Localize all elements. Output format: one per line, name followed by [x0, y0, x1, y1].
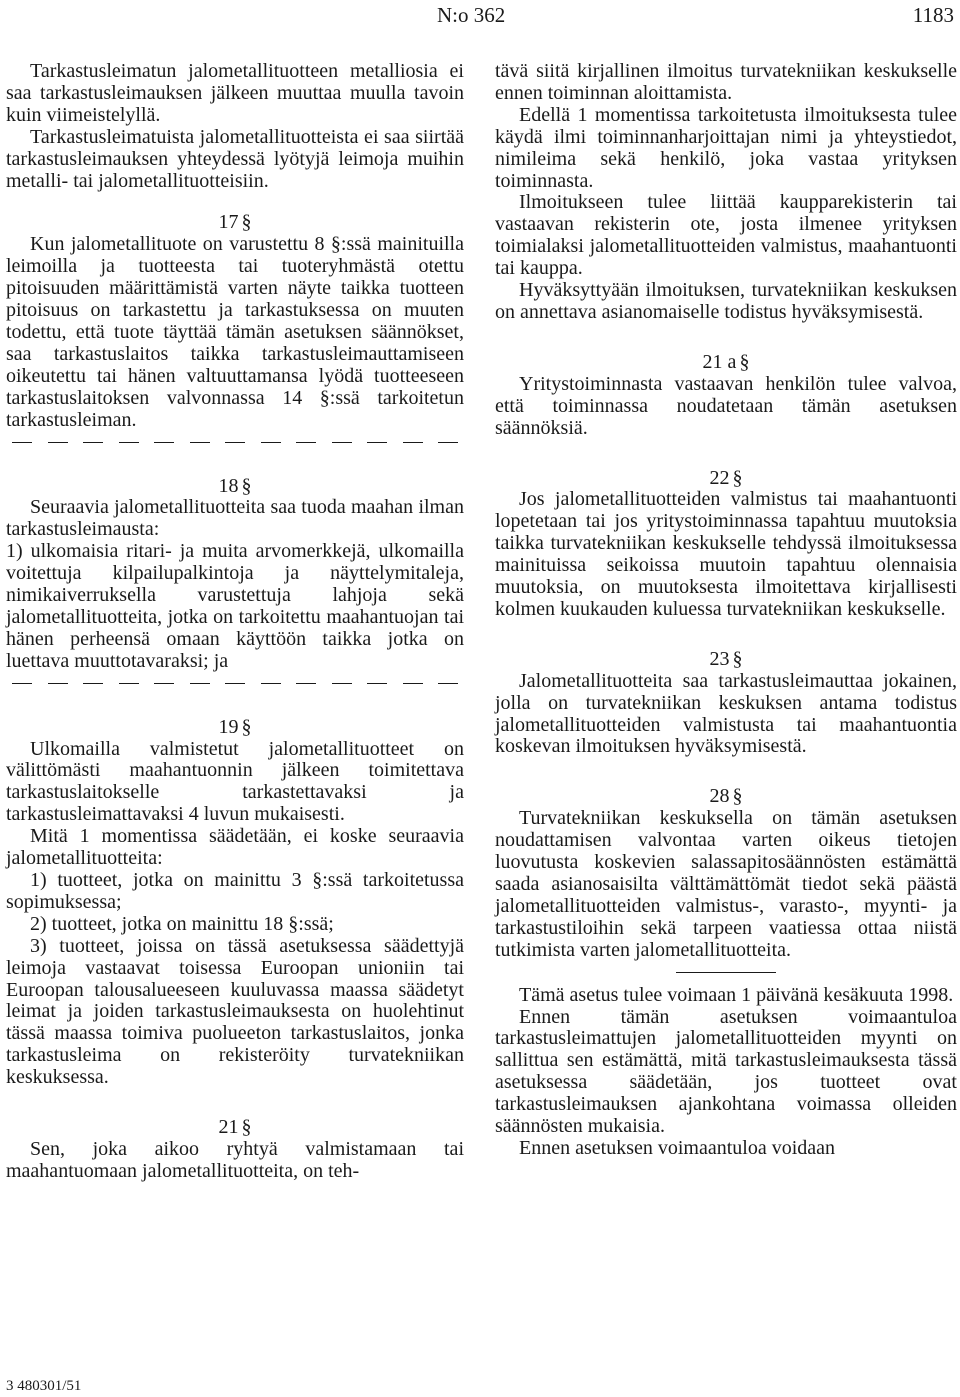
paragraph: Ilmoitukseen tulee liittää kaupparekisterin tai vastaavan rekisterin ote, josta ilmenee yrityksen toimialaksi jalometallituotteiden valmistus, maahantuonti tai kauppa. — [495, 191, 957, 280]
paragraph: 2) tuotteet, jotka on mainittu 18 §:ssä; — [30, 912, 334, 935]
paragraph: Ennen tämän asetuksen voimaantuloa tarkastusleimattujen jalometallituotteiden myynti on sallittua sen estämättä, mitä tarkastusleimauksesta tässä asetuksessa säädetään, jos tuotteet ovat tarkastusleimauksen ajankohtana voimassa olleiden säännösten mukaisia. — [495, 1005, 957, 1138]
section-heading-21: 21 § — [218, 1116, 252, 1139]
section-heading-21a: 21 a § — [702, 350, 750, 373]
section-heading-18: 18 § — [218, 474, 252, 497]
paragraph: Seuraavia jalometallituotteita saa tuoda maahan ilman tarkastusleimausta: — [6, 496, 464, 541]
paragraph: Ennen asetuksen voimaantuloa voidaan — [519, 1136, 836, 1159]
paragraph: 1) ulkomaisia ritari- ja muita arvomerkkejä, ulkomailla voitettuja kilpailupalkintoja ja näyttelymitaleja, nimikaiverruksella varustettuja lahjoja sekä jalometallituotteita, jotka on tarkoitettu maahantuojan tai hänen perheensä omaan käyttöön taikka jotka on luettava muuttotavaraksi; ja — [6, 540, 464, 672]
print-code: 3 480301/51 — [6, 1378, 82, 1394]
paragraph: Tarkastusleimatuista jalometallituotteista ei saa siirtää tarkastusleimauksen yhteydessä lyötyjä leimoja muihin metalli- tai jalometallituotteisiin. — [6, 125, 464, 192]
paragraph: tävä siitä kirjallinen ilmoitus turvatekniikan keskukselle ennen toiminnan aloittamista. — [495, 60, 957, 104]
omission-line — [6, 673, 464, 695]
paragraph: Jalometallituotteita saa tarkastusleimauttaa jokainen, jolla on turvatekniikan keskuksen antama todistus jalometallituotteiden valmistusta tai maahantuontia koskevan ilmoituksen hyväksymisestä. — [495, 669, 957, 758]
paragraph: Kun jalometallituote on varustettu 8 §:ssä mainituilla leimoilla ja tuotteesta tai tuoteryhmästä otettu pitoisuuden määrittämistä varten näyte taikka tuotteen pitoisuus on tarkastettu ja tarkastuksessa on muuten todettu, että tuote täyttää tämän asetuksen säännökset, saa tarkastuslaitos taikka tarkastusleimauttamiseen oikeutettu tai hänen valtuuttamansa lyödä tuotteeseen tarkastuslaitoksen valvonnassa 14 §:ssä tarkoitetun tarkastusleiman. — [6, 233, 464, 431]
paragraph: Mitä 1 momentissa säädetään, ei koske seuraavia jalometallituotteita: — [6, 825, 464, 870]
paragraph: 1) tuotteet, jotka on mainittu 3 §:ssä tarkoitetussa sopimuksessa; — [6, 869, 464, 913]
paragraph: Jos jalometallituotteiden valmistus tai maahantuonti lopetetaan tai jos yritystoiminnassa tapahtuu muutoksia taikka turvatekniikan keskukselle tehdyssä ilmoituksessa mainituissa seikoissa muutoin tapahtuu olennaisia muutoksia, on muutoksesta ilmoitettava kirjallisesti kolmen kuukauden kuluessa turvatekniikan keskukselle. — [495, 488, 957, 620]
omission-line — [6, 432, 464, 454]
issue-number: N:o 362 — [437, 3, 506, 27]
paragraph: Tämä asetus tulee voimaan 1 päivänä kesäkuuta 1998. — [519, 983, 954, 1006]
section-heading-19: 19 § — [218, 715, 252, 738]
section-divider — [676, 972, 776, 973]
section-heading-28: 28 § — [709, 785, 743, 808]
paragraph: Turvatekniikan keskuksella on tämän asetuksen noudattamisen valvontaa varten oikeus tietojen luovutusta koskevien salassapitosäännösten estämättä saada asianosaisilta välttämättömät tiedot sekä päästä jalometallituotteiden valmistus-, varasto-, myynti- ja tarkastustiloihin sekä tarpeen vaatiessa ottaa niistä tutkimista varten jalometallituotteita. — [495, 807, 957, 961]
paragraph: Hyväksyttyään ilmoituksen, turvatekniikan keskuksen on annettava asianomaiselle todistus hyväksymisestä. — [495, 279, 957, 323]
paragraph: Sen, joka aikoo ryhtyä valmistamaan tai maahantuomaan jalometallituotteita, on teh- — [6, 1137, 464, 1182]
paragraph: Tarkastusleimatun jalometallituotteen metalliosia ei saa tarkastusleimauksen jälkeen muuttaa muulla tavoin kuin viimeistelyllä. — [6, 60, 464, 126]
left-column — [6, 61, 464, 1183]
paragraph: Ulkomailla valmistetut jalometallituotteet on välittömästi maahantuonnin jälkeen toimitettava tarkastuslaitokselle tarkastettavaksi ja tarkastusleimattavaksi 4 luvun mukaisesti. — [6, 737, 464, 826]
section-heading-17: 17 § — [218, 211, 252, 234]
paragraph: Yritystoiminnasta vastaavan henkilön tulee valvoa, että toiminnassa noudatetaan tämän asetuksen säännöksiä. — [495, 372, 957, 439]
paragraph: Edellä 1 momentissa tarkoitetusta ilmoituksesta tulee käydä ilmi toiminnanharjoittajan nimi ja yhteystiedot, nimileima sekä henkilö, joka vastaa yrityksen toiminnasta. — [495, 103, 957, 192]
section-heading-23: 23 § — [709, 647, 743, 670]
paragraph: 3) tuotteet, joissa on tässä asetuksessa säädettyjä leimoja vastaavat toisessa Euroopan unioniin tai Euroopan talousalueeseen kuuluvassa maassa säädetyt leimat ja joiden tarkastusleimauksesta on huolehtinut tässä maassa toimiva puolueeton tarkastuslaitos, jonka tarkastusleima on rekisteröity turvatekniikan keskuksessa. — [6, 934, 464, 1089]
page-header — [0, 0, 960, 32]
section-heading-22: 22 § — [709, 466, 743, 489]
page-number: 1183 — [912, 3, 954, 27]
right-column — [495, 61, 957, 1160]
